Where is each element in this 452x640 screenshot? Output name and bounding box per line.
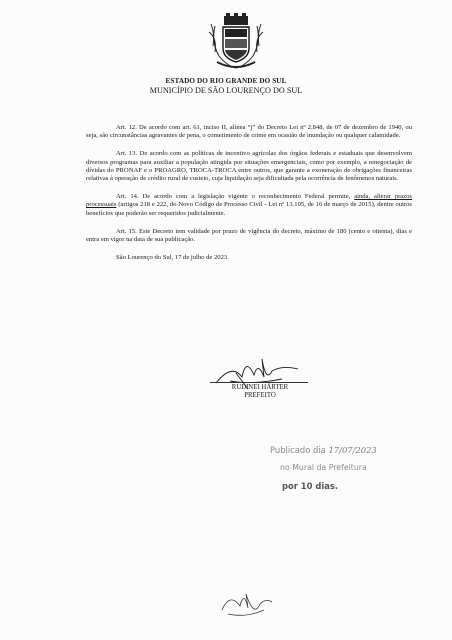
stamp-line-3: por 10 dias. [282,481,339,491]
article-14-text: Art. 14. De acordo com a legislação vigente o reconhecimento Federal permite, [116,193,355,201]
article-14 [86,193,412,218]
stamp-line-2: no Mural da Prefeitura [280,463,367,472]
signer-name: RUDINEI HÄRTER [231,384,289,391]
decree-body [86,124,412,262]
signer-block [210,384,310,401]
second-handwritten-signature-icon [218,588,274,624]
municipal-coat-of-arms-icon [205,12,267,74]
dateline: São Lourenço do Sul, 17 de julho de 2023. [116,254,229,262]
article-14-underlined: ainda, alterar prazos processuais [86,193,412,209]
signer-title: PREFEITO [244,392,276,400]
signature-line [210,382,308,383]
article-14-text-end: (artigos 218 e 222, do Novo Código de Processo Civil - Lei nº 13.105, de 16 de março de 2015), dentre outros benefícios que poderão ser requeridos judicialmente. [86,201,412,217]
article-12: Art. 12. De acordo com art. 61, inciso II, alínea “j” do Decreto Lei nº 2.848, de 07 de dezembro de 1940, ou seja, são circunstâncias agravantes de pena, o cometimento de crime em ocasião de inundação ou qualquer calamidade. [86,124,412,140]
stamp-date: 17/07/2023 [328,445,377,455]
stamp-line-1 [270,441,422,459]
publication-stamp [262,441,422,495]
article-15: Art. 15. Este Decreto tem validade por prazo de vigência do decreto, máximo de 180 (cento e oitenta), dias e entra em vigor na data de sua publicação. [86,227,412,244]
article-13: Art. 13. De acordo com as políticas de incentivo agrícolas dos órgãos federais e estaduais que desenvolvem diversos programas para auxiliar a população atingida por situações emergenciais, como por exemplo, a renegociação de dívidas do PRONAF e o PROAGRO, TROCA-TROCA entre outros, que garante a exoneração de obrigações financeiras relativas à operação de crédito rural de custeio, cuja liquidação seja dificultada pela ocorrência de fenômenos naturais. [86,150,412,183]
stamp-published-label: Publicado dia [270,445,326,455]
state-heading: ESTADO DO RIO GRANDE DO SUL [165,77,287,85]
municipality-heading: MUNICÍPIO DE SÃO LOURENÇO DO SUL [149,86,303,95]
